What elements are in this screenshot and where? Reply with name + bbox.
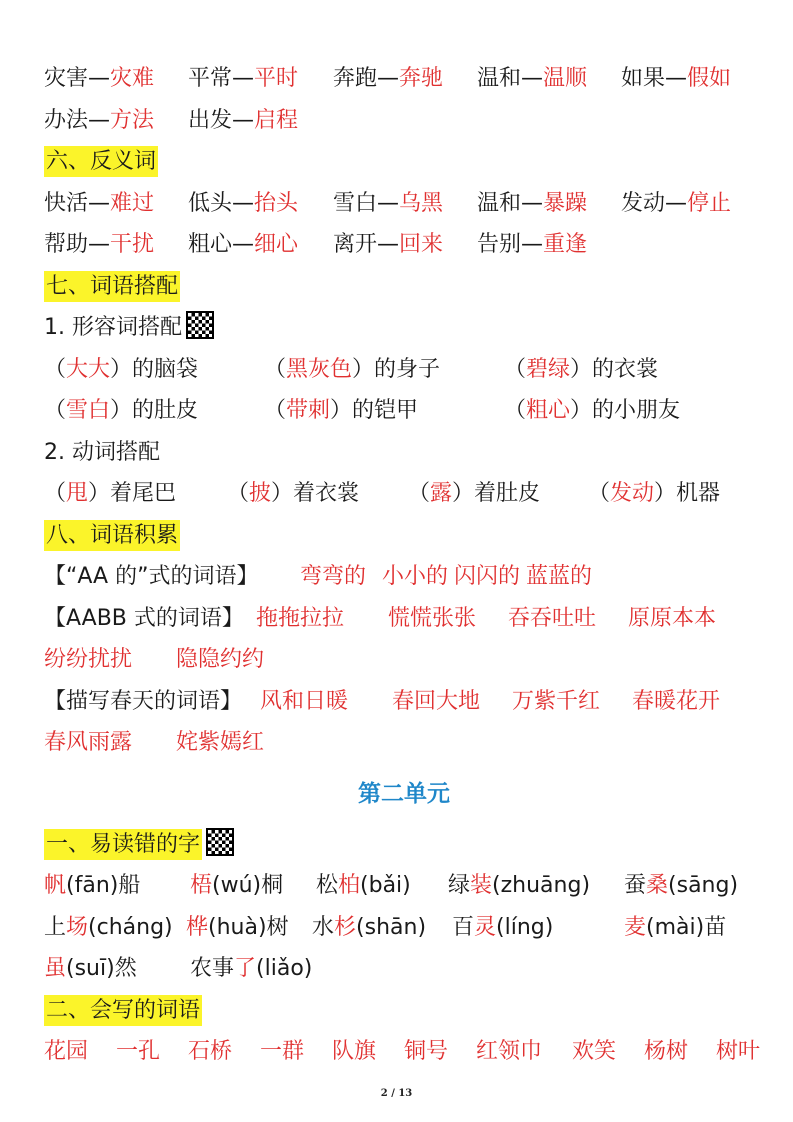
answer-char: 装 <box>470 873 493 898</box>
qr-code-icon <box>186 311 214 339</box>
word-pair <box>44 183 154 225</box>
category-label: 【描写春天的词语】 <box>44 688 243 714</box>
answer-word: 闪闪的 <box>454 564 521 589</box>
pinyin: (huà) <box>208 914 267 940</box>
collocation: （粗心）的小朋友 <box>504 398 681 423</box>
answer: 奔驰 <box>399 66 444 91</box>
word: 的铠甲 <box>352 398 419 423</box>
collocation: （碧绿）的衣裳 <box>504 356 659 382</box>
collocation-row <box>44 473 764 515</box>
char: 松 <box>316 873 339 898</box>
word: 办法— <box>44 107 111 133</box>
unit-title: 第二单元 <box>358 779 450 807</box>
pinyin-item <box>44 948 137 990</box>
answer-char: 帆 <box>44 873 67 898</box>
answer-word: 拖拖拉拉 <box>256 605 345 631</box>
char: 树 <box>266 914 289 940</box>
page-content <box>44 58 764 1073</box>
pinyin-item <box>624 907 726 949</box>
section-heading <box>44 515 764 557</box>
answer: 披 <box>249 481 272 506</box>
synonym-row <box>44 100 764 142</box>
collocation: （大大）的脑袋 <box>44 356 199 382</box>
answer: 碧绿 <box>526 356 571 382</box>
answer-char: 桑 <box>646 873 669 898</box>
char: 苗 <box>704 914 727 940</box>
collocation: （甩）着尾巴 <box>44 481 177 506</box>
write-word: 一孔 <box>116 1039 161 1064</box>
word-pair <box>477 58 587 100</box>
word: 温和— <box>477 66 544 91</box>
pinyin-item <box>186 907 289 949</box>
write-word: 花园 <box>44 1039 89 1064</box>
char: 桐 <box>261 873 284 898</box>
answer-word: 慌慌张张 <box>388 605 477 631</box>
word: 机器 <box>676 481 721 506</box>
word: 告别— <box>477 232 544 257</box>
antonym-row <box>44 183 764 225</box>
word: 温和— <box>477 190 544 216</box>
pinyin: (sāng) <box>668 873 739 898</box>
answer: 带刺 <box>286 398 331 423</box>
word-pair <box>621 58 731 100</box>
word: 的肚皮 <box>132 398 199 423</box>
accumulation-row <box>44 681 764 723</box>
pinyin-item <box>452 907 553 949</box>
answer-word: 姹紫嫣红 <box>176 730 265 755</box>
answer-word: 春回大地 <box>392 688 481 714</box>
word: 着尾巴 <box>110 481 177 506</box>
word-pair <box>477 224 587 266</box>
word-pair <box>188 100 298 142</box>
subsection-title: 2. 动词搭配 <box>44 439 160 465</box>
category-label: 【AABB 式的词语】 <box>44 605 244 631</box>
category-label: 【“AA 的”式的词语】 <box>44 564 259 589</box>
page-number: 2 / 13 <box>380 1088 413 1099</box>
word-pair <box>44 58 154 100</box>
qr-code-icon <box>206 828 234 856</box>
answer-word: 蓝蓝的 <box>526 564 593 589</box>
answer: 露 <box>430 481 453 506</box>
answer-word: 春风雨露 <box>44 730 133 755</box>
word: 奔跑— <box>333 66 400 91</box>
answer: 灾难 <box>110 66 155 91</box>
word: 的身子 <box>374 356 441 382</box>
word-list-row <box>44 1031 764 1073</box>
pinyin: (bǎi) <box>360 873 411 898</box>
answer-word: 小小的 <box>382 564 449 589</box>
section-heading <box>44 266 764 308</box>
word: 的衣裳 <box>592 356 659 382</box>
answer-char: 灵 <box>474 914 497 940</box>
char: 船 <box>118 873 141 898</box>
word: 如果— <box>621 66 688 91</box>
answer-char: 麦 <box>624 914 647 940</box>
answer-char: 桦 <box>186 914 209 940</box>
synonym-row <box>44 58 764 100</box>
collocation-row <box>44 390 764 432</box>
word-pair <box>333 183 443 225</box>
section-title: 七、词语搭配 <box>44 271 180 302</box>
word: 着肚皮 <box>474 481 541 506</box>
pinyin: (fān) <box>66 873 119 898</box>
collocation: （黑灰色）的身子 <box>264 356 441 382</box>
word: 着衣裳 <box>293 481 360 506</box>
answer-word: 原原本本 <box>628 605 717 631</box>
pinyin-row <box>44 907 764 949</box>
write-word: 石桥 <box>188 1039 233 1064</box>
answer: 启程 <box>254 107 299 133</box>
section-heading <box>44 141 764 183</box>
word-pair <box>333 224 443 266</box>
pinyin-item <box>312 907 426 949</box>
word: 灾害— <box>44 66 111 91</box>
answer: 黑灰色 <box>286 356 353 382</box>
answer: 干扰 <box>110 232 155 257</box>
section-title: 八、词语积累 <box>44 520 180 551</box>
word-pair <box>188 224 298 266</box>
answer: 甩 <box>66 481 89 506</box>
pinyin-item <box>44 865 140 907</box>
pinyin: (mài) <box>646 914 705 940</box>
answer-char: 杉 <box>334 914 357 940</box>
answer-char: 梧 <box>190 873 213 898</box>
antonym-row <box>44 224 764 266</box>
subsection-heading <box>44 307 764 349</box>
answer-word: 吞吞吐吐 <box>508 605 597 631</box>
pinyin: (suī) <box>66 956 115 981</box>
answer-char: 了 <box>234 956 257 981</box>
pinyin: (cháng) <box>88 914 173 940</box>
char: 水 <box>312 914 335 940</box>
answer: 大大 <box>66 356 111 382</box>
pinyin-row <box>44 865 764 907</box>
accumulation-row <box>44 722 764 764</box>
answer: 粗心 <box>526 398 571 423</box>
answer: 抬头 <box>254 190 299 216</box>
answer: 回来 <box>399 232 444 257</box>
collocation-row <box>44 349 764 391</box>
word: 雪白— <box>333 190 400 216</box>
word: 帮助— <box>44 232 111 257</box>
word: 粗心— <box>188 232 255 257</box>
word-pair <box>188 58 298 100</box>
write-word: 铜号 <box>404 1039 449 1064</box>
answer-word: 弯弯的 <box>300 564 367 589</box>
answer-word: 纷纷扰扰 <box>44 647 133 672</box>
write-word: 红领巾 <box>476 1039 543 1064</box>
pinyin: (líng) <box>496 914 554 940</box>
answer: 重逢 <box>543 232 588 257</box>
word: 平常— <box>188 66 255 91</box>
write-word: 杨树 <box>644 1039 689 1064</box>
pinyin-row <box>44 948 764 990</box>
char: 农事 <box>190 956 235 981</box>
pinyin: (wú) <box>212 873 262 898</box>
collocation: （露）着肚皮 <box>408 481 541 506</box>
answer: 停止 <box>687 190 732 216</box>
accumulation-row <box>44 639 764 681</box>
section-title: 一、易读错的字 <box>44 829 202 860</box>
subsection-heading <box>44 432 764 474</box>
section-title: 二、会写的词语 <box>44 995 202 1026</box>
accumulation-row <box>44 598 764 640</box>
write-word: 一群 <box>260 1039 305 1064</box>
word: 的小朋友 <box>592 398 681 423</box>
answer: 温顺 <box>543 66 588 91</box>
word: 出发— <box>188 107 255 133</box>
word-pair <box>621 183 731 225</box>
pinyin-item <box>316 865 411 907</box>
word: 的脑袋 <box>132 356 199 382</box>
pinyin: (zhuāng) <box>492 873 591 898</box>
pinyin: (shān) <box>356 914 427 940</box>
write-word: 树叶 <box>716 1039 761 1064</box>
pinyin-item <box>190 948 312 990</box>
answer: 发动 <box>610 481 655 506</box>
section-heading <box>44 990 764 1032</box>
word-pair <box>333 58 443 100</box>
answer: 暴躁 <box>543 190 588 216</box>
accumulation-row <box>44 556 764 598</box>
answer-word: 万紫千红 <box>512 688 601 714</box>
char: 蚕 <box>624 873 647 898</box>
answer: 平时 <box>254 66 299 91</box>
answer: 难过 <box>110 190 155 216</box>
collocation: （披）着衣裳 <box>227 481 360 506</box>
collocation: （雪白）的肚皮 <box>44 398 199 423</box>
answer: 乌黑 <box>399 190 444 216</box>
word: 离开— <box>333 232 400 257</box>
pinyin-item <box>624 865 738 907</box>
section-title: 六、反义词 <box>44 146 158 177</box>
pinyin-item <box>44 907 173 949</box>
answer: 雪白 <box>66 398 111 423</box>
char: 百 <box>452 914 475 940</box>
word: 低头— <box>188 190 255 216</box>
section-heading <box>44 824 764 866</box>
answer-char: 场 <box>66 914 89 940</box>
subsection-title: 1. 形容词搭配 <box>44 315 182 340</box>
pinyin: (liǎo) <box>256 956 313 981</box>
write-word: 队旗 <box>332 1039 377 1064</box>
word-pair <box>44 100 154 142</box>
word-pair <box>477 183 587 225</box>
word-pair <box>188 183 298 225</box>
word-pair <box>44 224 154 266</box>
char: 然 <box>114 956 137 981</box>
answer: 假如 <box>687 66 732 91</box>
answer-word: 风和日暖 <box>260 688 349 714</box>
char: 上 <box>44 914 67 940</box>
word: 快活— <box>44 190 111 216</box>
answer-char: 柏 <box>338 873 361 898</box>
pinyin-item <box>190 865 283 907</box>
answer: 方法 <box>110 107 155 133</box>
answer: 细心 <box>254 232 299 257</box>
char: 绿 <box>448 873 471 898</box>
word: 发动— <box>621 190 688 216</box>
collocation: （发动）机器 <box>588 481 721 506</box>
collocation: （带刺）的铠甲 <box>264 398 419 423</box>
write-word: 欢笑 <box>572 1039 617 1064</box>
answer-word: 春暖花开 <box>632 688 721 714</box>
answer-word: 隐隐约约 <box>176 647 265 672</box>
answer-char: 虽 <box>44 956 67 981</box>
pinyin-item <box>448 865 590 907</box>
